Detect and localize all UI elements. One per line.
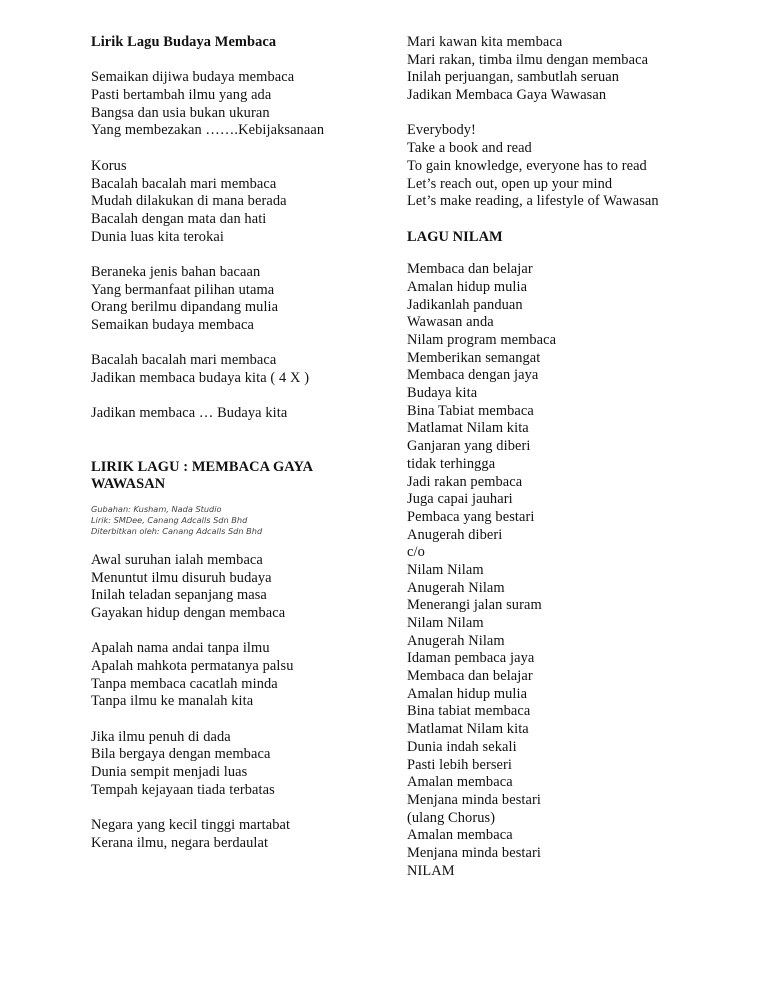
lyric-line: Bila bergaya dengan membaca [91, 746, 271, 763]
lyric-line: Idaman pembaca jaya [407, 650, 535, 667]
lyric-line: Nilam Nilam [407, 615, 484, 631]
lyric-line: Kerana ilmu, negara berdaulat [91, 834, 269, 851]
lyric-line: Take a book and read [407, 140, 532, 157]
lyric-line: Bina tabiat membaca [407, 703, 531, 720]
lyric-line: Jadikan Membaca Gaya Wawasan [407, 87, 607, 104]
lyric-line: Menjana minda bestari [407, 844, 541, 861]
lyric-line: Nilam Nilam [407, 561, 484, 578]
lyric-line: Membaca dan belajar [407, 261, 533, 278]
lyric-line: Amalan membaca [407, 774, 513, 791]
lyric-line: Anugerah Nilam [407, 579, 505, 596]
verse-7 [91, 817, 391, 852]
lyric-line: Amalan hidup mulia [407, 278, 528, 295]
lyric-line: c/o [407, 544, 425, 561]
lyric-line: Semaikan dijiwa budaya membaca [91, 69, 295, 86]
lyric-line: Bina Tabiat membaca [407, 402, 534, 419]
right-column [407, 34, 747, 880]
verse-6 [91, 729, 391, 800]
lyric-line: Matlamat Nilam kita [407, 420, 529, 437]
lyric-line: Membaca dengan jaya [407, 367, 539, 384]
lyric-line: Dunia luas kita terokai [91, 228, 224, 245]
lyric-line: Budaya kita [407, 385, 478, 402]
lyric-line: Bangsa dan usia bukan ukuran [91, 104, 270, 121]
lyric-line: Jadi rakan pembaca [407, 473, 523, 490]
song-title-lagu-nilam: LAGU NILAM [407, 228, 503, 245]
lyric-line: Jadikan membaca budaya kita ( 4 X ) [91, 370, 310, 387]
lyric-line: Semaikan budaya membaca [91, 317, 254, 333]
lyric-line: Menerangi jalan suram [407, 597, 542, 614]
lyric-line: Apalah mahkota permatanya palsu [91, 658, 294, 674]
lyric-line: Gayakan hidup dengan membaca [91, 604, 286, 621]
lyric-line: Tempah kejayaan tiada terbatas [91, 781, 275, 798]
lyric-line: To gain knowledge, everyone has to read [407, 157, 647, 174]
lyric-line: Orang berilmu dipandang mulia [91, 299, 279, 316]
lyric-line: Menuntut ilmu disuruh budaya [91, 569, 272, 586]
verse-2 [91, 264, 391, 335]
lyric-line: Jadikanlah panduan [407, 296, 523, 313]
left-column [91, 34, 391, 853]
lyric-line: (ulang Chorus) [407, 809, 496, 826]
song-title-line: LIRIK LAGU : MEMBACA GAYA [91, 458, 314, 475]
lyric-line: Ganjaran yang diberi [407, 438, 531, 455]
verse-5 [91, 640, 391, 711]
lyric-line: Beraneka jenis bahan bacaan [91, 263, 261, 280]
lyric-line: Awal suruhan ialah membaca [91, 551, 263, 568]
lyric-line: Menjana minda bestari [407, 791, 541, 808]
closing-line: Jadikan membaca … Budaya kita [91, 405, 288, 422]
verse-4 [91, 552, 391, 623]
lyric-line: Anugerah Nilam [407, 632, 505, 649]
english-verse [407, 122, 747, 210]
credit-line: Diterbitkan oleh: Canang Adcalls Sdn Bhd [91, 525, 263, 536]
lyric-line: Pembaca yang bestari [407, 508, 535, 525]
verse-3 [91, 352, 391, 387]
lyric-line: Jika ilmu penuh di dada [91, 728, 231, 745]
lyric-line: Mari kawan kita membaca [407, 34, 563, 50]
lyric-line: Inilah perjuangan, sambutlah seruan [407, 69, 620, 86]
verse-1 [91, 69, 391, 140]
lyric-line: Pasti lebih berseri [407, 756, 513, 773]
lyric-line: Memberikan semangat [407, 349, 541, 366]
lyric-line: Matlamat Nilam kita [407, 721, 529, 738]
verse-right-1 [407, 34, 747, 105]
chorus-label: Korus [91, 157, 127, 174]
song-title-membaca-gaya-wawasan [91, 459, 391, 494]
chorus [91, 158, 391, 246]
nilam-lyrics [407, 261, 747, 880]
lyric-line: Tanpa membaca cacatlah minda [91, 675, 278, 692]
lyric-line: tidak terhingga [407, 455, 496, 472]
lyric-line: Bacalah bacalah mari membaca [91, 175, 277, 192]
lyric-line: Bacalah dengan mata dan hati [91, 210, 267, 227]
lyric-line: Let’s reach out, open up your mind [407, 175, 613, 192]
song-title-budaya-membaca: Lirik Lagu Budaya Membaca [91, 34, 277, 50]
lyric-line: Membaca dan belajar [407, 668, 533, 685]
lyric-line: Dunia indah sekali [407, 738, 517, 755]
lyric-line: Negara yang kecil tinggi martabat [91, 817, 291, 834]
lyric-line: Mudah dilakukan di mana berada [91, 193, 287, 210]
lyric-line: Juga capai jauhari [407, 491, 513, 508]
lyric-line: Amalan membaca [407, 827, 513, 844]
lyric-line: Yang membezakan …….Kebijaksanaan [91, 122, 325, 139]
lyric-line: NILAM [407, 862, 455, 879]
lyric-line: Let’s make reading, a lifestyle of Wawasan [407, 193, 659, 210]
lyric-line: Inilah teladan sepanjang masa [91, 587, 267, 604]
lyric-line: Mari rakan, timba ilmu dengan membaca [407, 51, 649, 68]
lyric-line: Everybody! [407, 122, 476, 139]
lyric-line: Anugerah diberi [407, 526, 503, 543]
lyric-line: Pasti bertambah ilmu yang ada [91, 87, 272, 104]
lyric-line: Yang bermanfaat pilihan utama [91, 281, 275, 298]
lyric-line: Tanpa ilmu ke manalah kita [91, 693, 254, 710]
lyric-line: Dunia sempit menjadi luas [91, 764, 248, 781]
lyric-line: Bacalah bacalah mari membaca [91, 352, 277, 369]
lyric-line: Amalan hidup mulia [407, 685, 528, 702]
song-title-line: WAWASAN [91, 476, 166, 493]
credit-line: Gubahan: Kusham, Nada Studio [91, 503, 222, 514]
credit-line: Lirik: SMDee, Canang Adcalls Sdn Bhd [91, 514, 248, 525]
song-credits [91, 504, 391, 537]
lyric-line: Wawasan anda [407, 314, 494, 331]
lyric-line: Nilam program membaca [407, 332, 557, 348]
lyric-line: Apalah nama andai tanpa ilmu [91, 640, 270, 657]
